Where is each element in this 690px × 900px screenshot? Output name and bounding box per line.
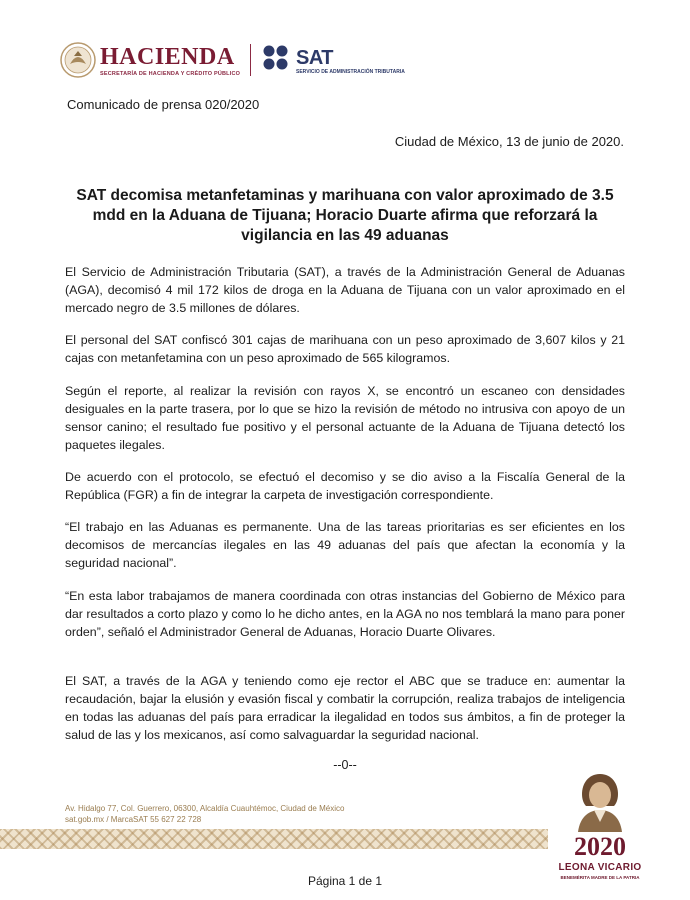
body-paragraph: El SAT, a través de la AGA y teniendo como eje rector el ABC que se traduce en: aumentar la recaudación, bajar la elusión y evasión fiscal y combatir la corrupción, realiza trabajos de inteligencia en todas las aduanas del país para erradicar la ilegalidad en todos sus ámbitos, a fin de proteger la salud de las y los mexicanos, así como salvaguardar la seguridad nacional. [65, 674, 625, 742]
emblem-name: LEONA VICARIO [558, 862, 642, 873]
contact-line: sat.gob.mx / MarcaSAT 55 627 22 728 [65, 815, 202, 824]
body-paragraph: De acuerdo con el protocolo, se efectuó el decomiso y se dio aviso a la Fiscalía General de la República (FGR) a fin de integrar la carpeta de investigación correspondiente. [65, 470, 625, 502]
headline: SAT decomisa metanfetaminas y marihuana con valor aproximado de 3.5 mdd en la Aduana de Tijuana; Horacio Duarte afirma que reforzará la vigilancia en las 49 aduanas [76, 187, 614, 244]
date-line: Ciudad de México, 13 de junio de 2020. [394, 134, 624, 149]
emblem-motto: BENEMÉRITA MADRE DE LA PATRIA [560, 875, 640, 880]
footer-address [65, 803, 344, 825]
hacienda-subtitle: SECRETARÍA DE HACIENDA Y CRÉDITO PÚBLICO [100, 71, 241, 77]
sat-title: SAT [296, 47, 334, 69]
footer-pattern-band [0, 829, 548, 849]
body-paragraph: “El trabajo en las Aduanas es permanente. Una de las tareas prioritarias es ser eficientes en los decomisos de mercancías ilegales en las 49 aduanas del país que afectan la economía y la seguridad nacional”. [65, 520, 625, 570]
body-paragraph: El personal del SAT confiscó 301 cajas de marihuana con un peso aproximado de 3,607 kilos y 21 cajas con metanfetamina con un peso aproximado de 565 kilogramos. [65, 333, 625, 365]
hacienda-title: HACIENDA [100, 44, 235, 70]
body-paragraph: El Servicio de Administración Tributaria (SAT), a través de la Administración General de Aduanas (AGA), decomisó 4 mil 172 kilos de droga en la Aduana de Tijuana con un valor aproximado en el mercado negro de 3.5 millones de dólares. [65, 265, 625, 315]
header-divider [250, 44, 251, 76]
letterhead [60, 38, 440, 88]
address-line: Av. Hidalgo 77, Col. Guerrero, 06300, Alcaldía Cuauhtémoc, Ciudad de México [65, 804, 345, 813]
portrait-icon [564, 770, 636, 832]
sat-subtitle: SERVICIO DE ADMINISTRACIÓN TRIBUTARIA [296, 69, 405, 75]
emblem-year: 2020 [574, 832, 626, 861]
body-paragraph: Según el reporte, al realizar la revisión con rayos X, se encontró un escaneo con densidades desiguales en la parte trasera, por lo que se hizo la revisión de método no intrusiva con apoyo de un sensor canino; el resultado fue positivo y el personal actuante de la Aduana de Tijuana detectó los paquetes ilegales. [65, 384, 625, 452]
hacienda-seal-icon [60, 38, 104, 82]
page-number: Página 1 de 1 [307, 874, 383, 888]
sat-logo-icon [262, 44, 292, 74]
closing-mark: --0-- [333, 758, 357, 772]
press-release-number: Comunicado de prensa 020/2020 [67, 97, 260, 112]
body-paragraph: “En esta labor trabajamos de manera coordinada con otras instancias del Gobierno de México para dar resultados a corto plazo y como lo he dicho antes, en la AGA no nos temblará la mano para poner orden”, señaló el Administrador General de Aduanas, Horacio Duarte Olivares. [65, 589, 625, 639]
